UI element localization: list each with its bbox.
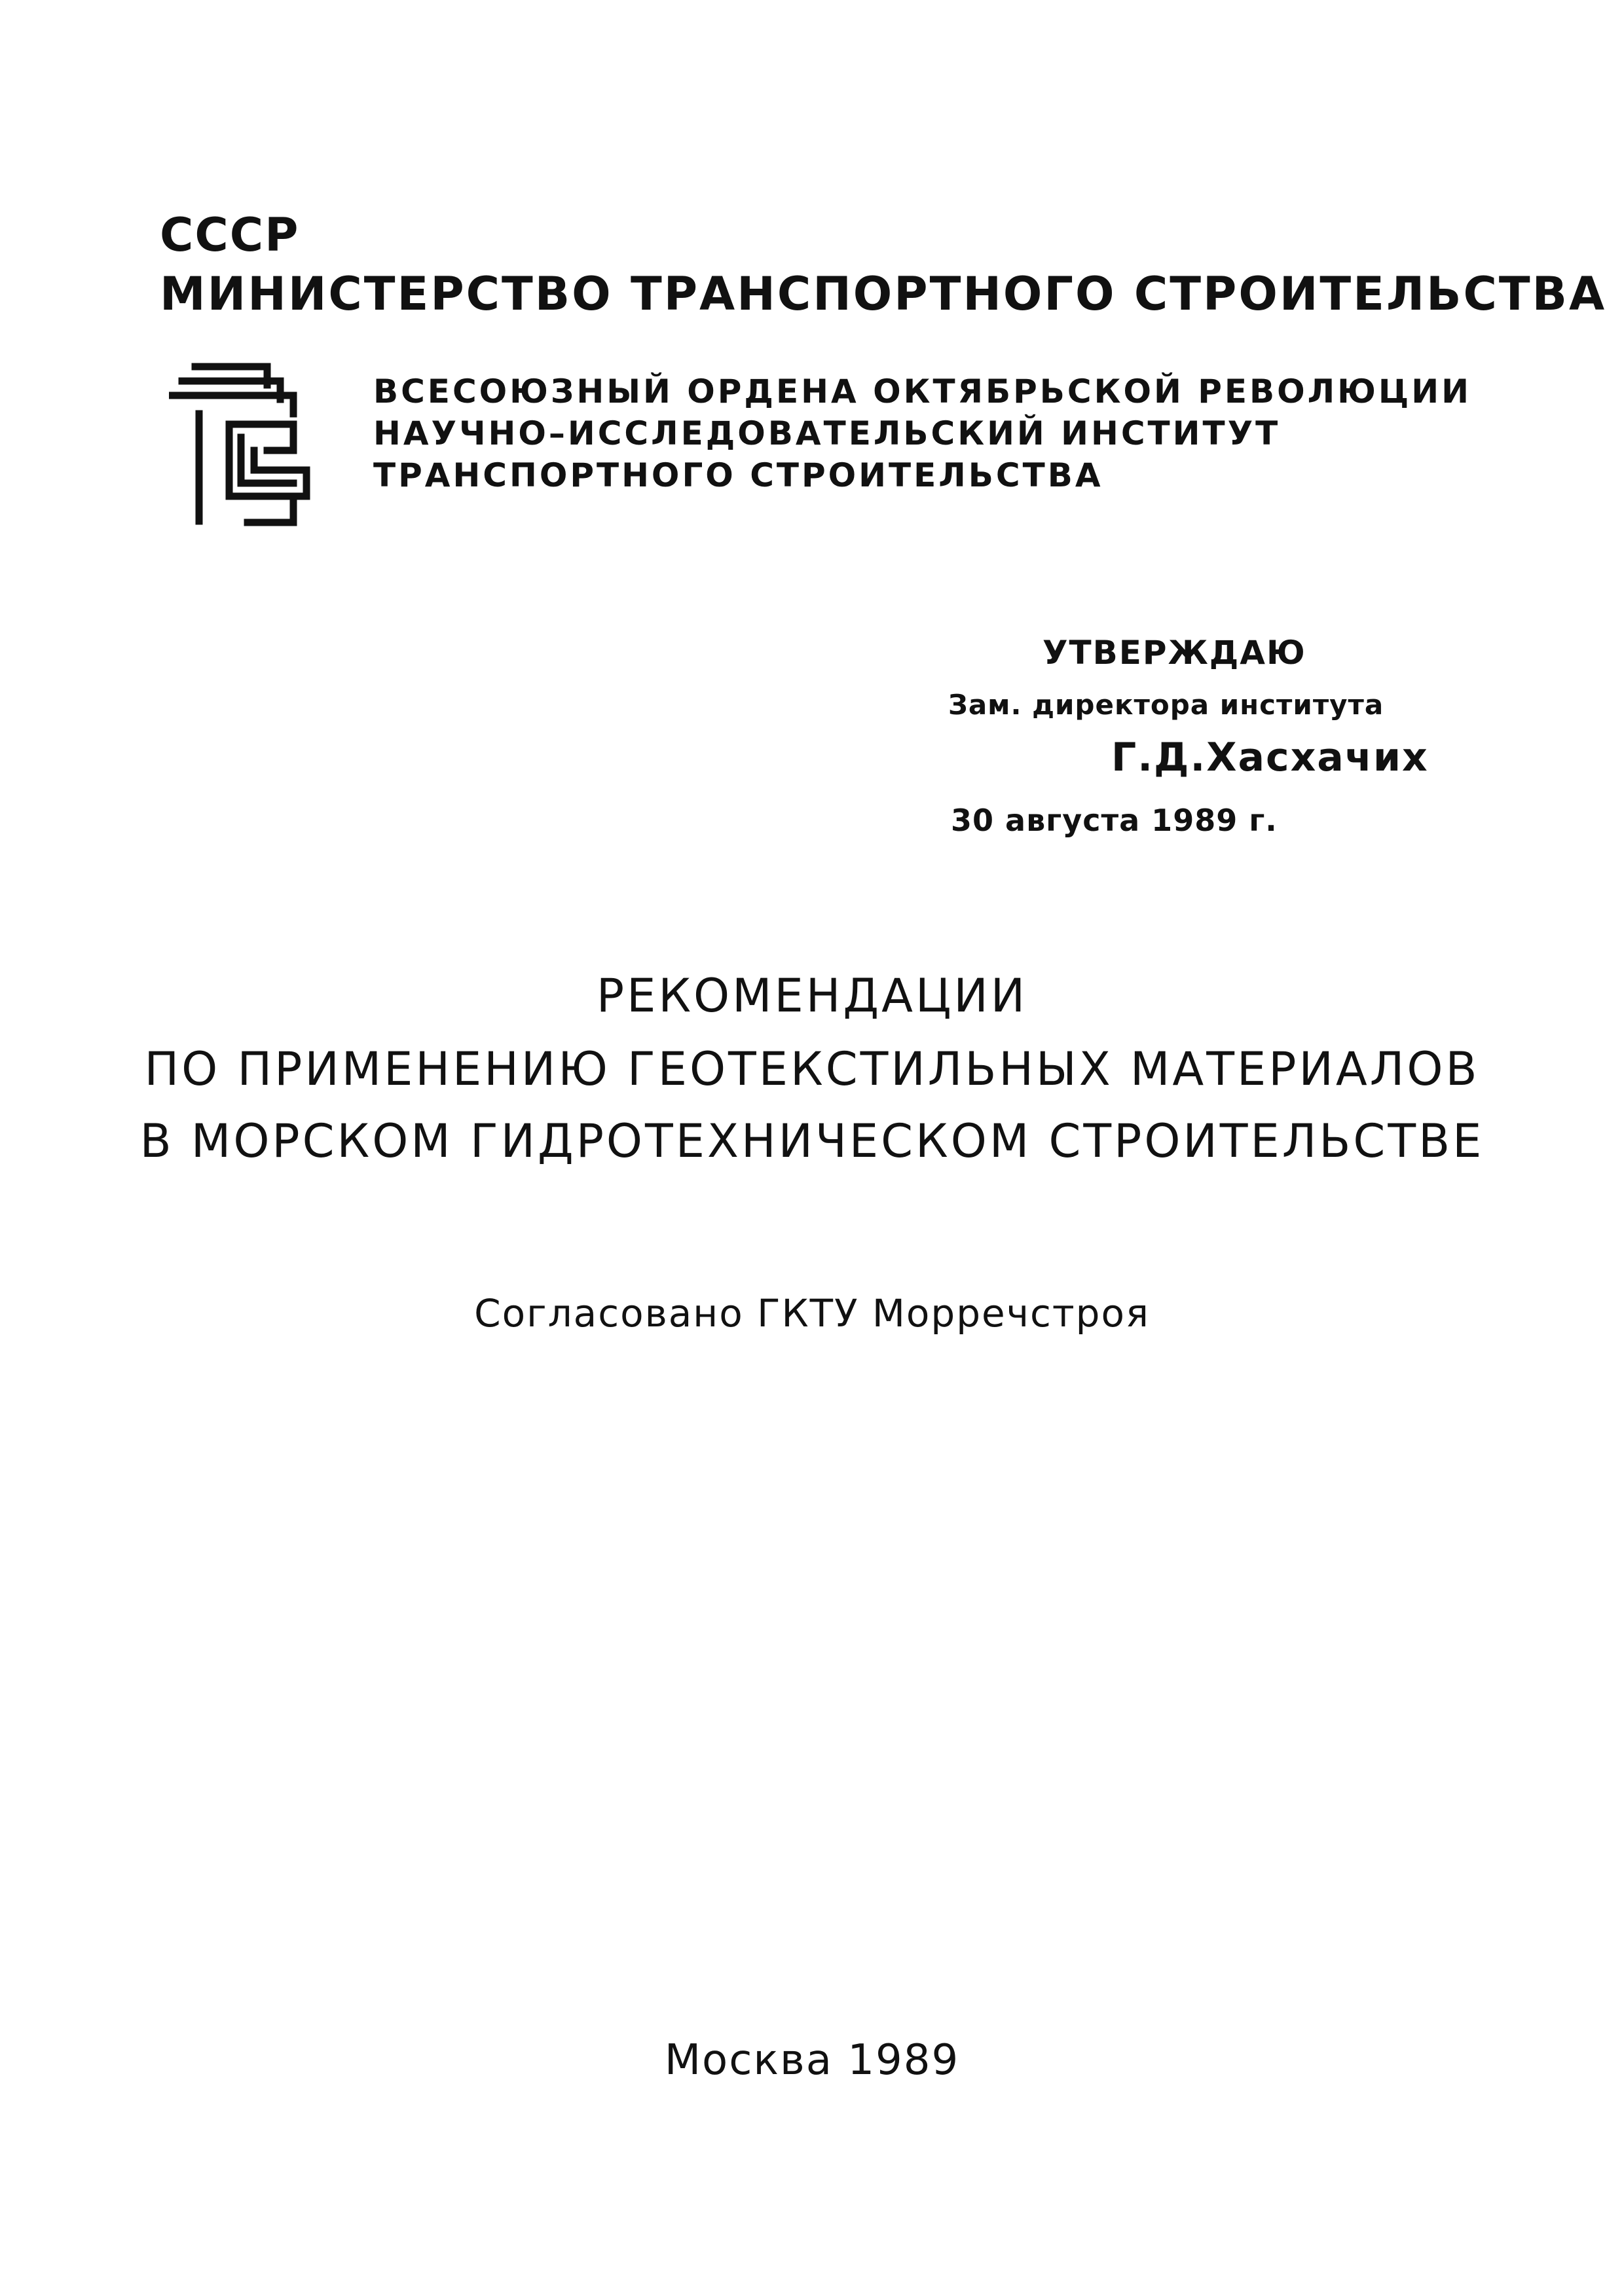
country-heading: СССР: [160, 208, 300, 262]
document-title: РЕКОМЕНДАЦИИ: [596, 969, 1028, 1023]
approval-title: УТВЕРЖДАЮ: [1043, 634, 1306, 672]
institute-name: [373, 371, 1471, 496]
publication-place-year: Москва 1989: [664, 2036, 960, 2085]
tsniis-logo-icon: [169, 359, 326, 530]
institute-line: ВСЕСОЮЗНЫЙ ОРДЕНА ОКТЯБРЬСКОЙ РЕВОЛЮЦИИ: [373, 373, 1471, 410]
ministry-heading: МИНИСТЕРСТВО ТРАНСПОРТНОГО СТРОИТЕЛЬСТВА: [160, 267, 1607, 321]
approver-name: Г.Д.Хасхачих: [1111, 735, 1429, 780]
document-subtitle-line: В МОРСКОМ ГИДРОТЕХНИЧЕСКОМ СТРОИТЕЛЬСТВЕ: [139, 1114, 1485, 1168]
institute-line: НАУЧНО–ИССЛЕДОВАТЕЛЬСКИЙ ИНСТИТУТ: [373, 414, 1281, 452]
institute-line: ТРАНСПОРТНОГО СТРОИТЕЛЬСТВА: [373, 456, 1103, 494]
approval-date: 30 августа 1989 г.: [951, 803, 1278, 838]
document-subtitle-line: ПО ПРИМЕНЕНИЮ ГЕОТЕКСТИЛЬНЫХ МАТЕРИАЛОВ: [144, 1042, 1480, 1096]
agreed-note: Согласовано ГКТУ Морречстроя: [474, 1291, 1150, 1336]
approver-position: Зам. директора института: [948, 689, 1384, 721]
